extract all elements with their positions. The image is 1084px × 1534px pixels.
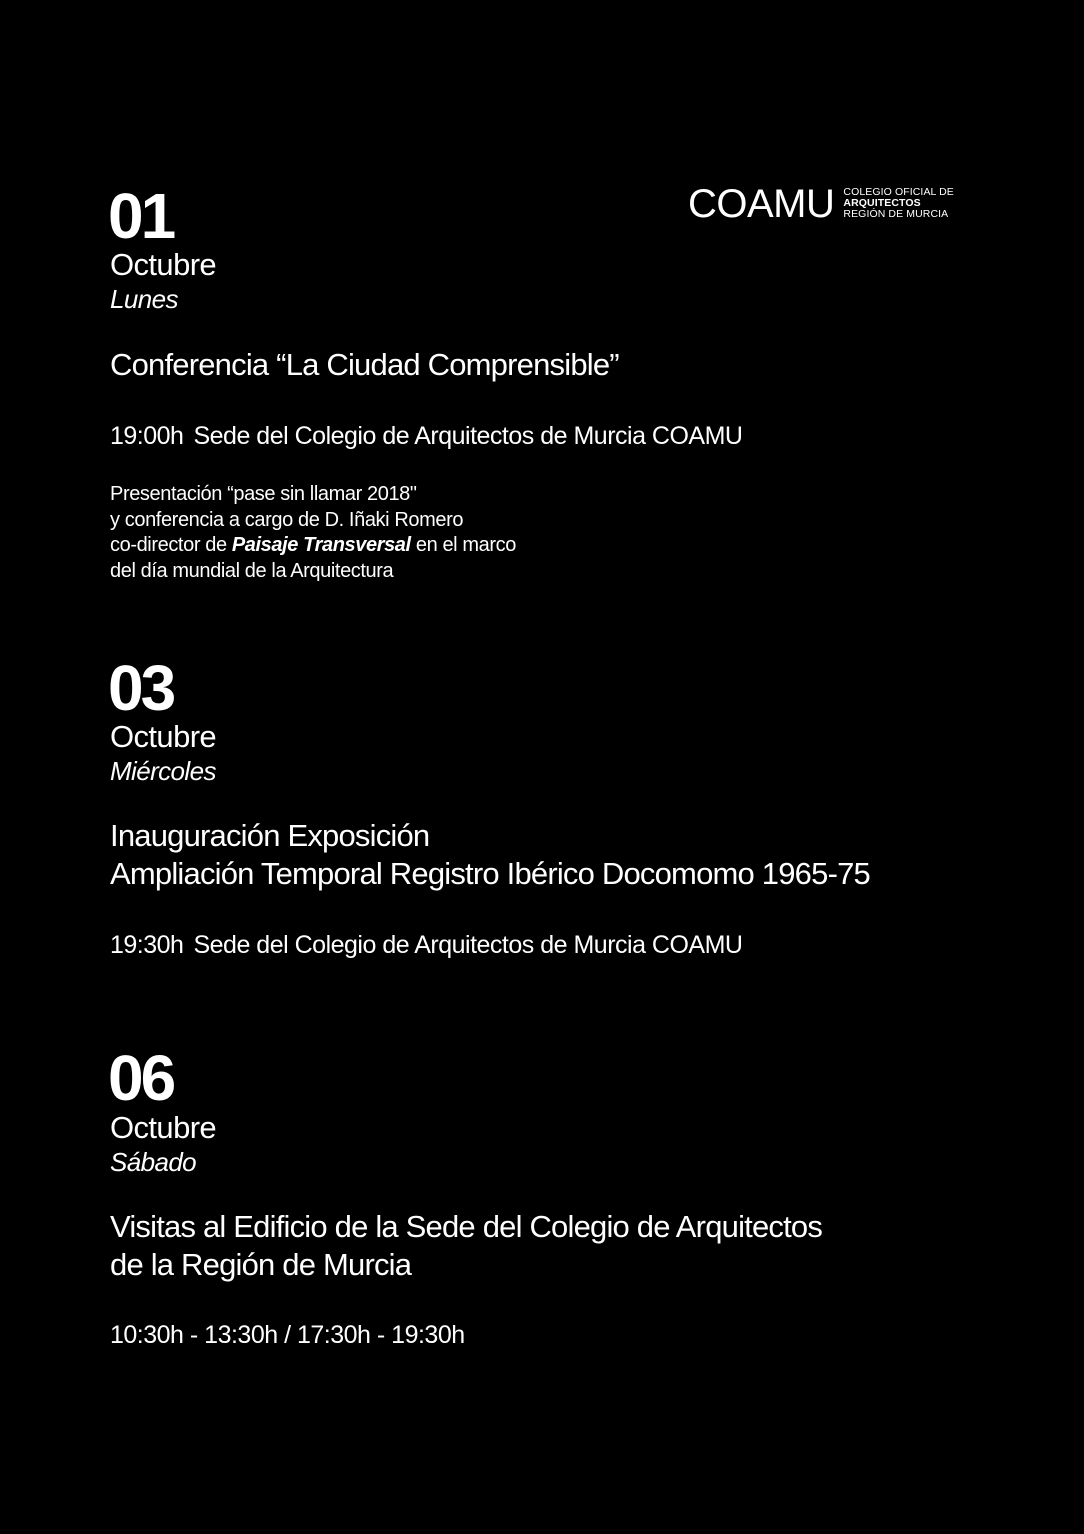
description-line: co-director de Paisaje Transversal en el marco xyxy=(110,534,516,556)
event-title-line: de la Región de Murcia xyxy=(110,1247,412,1282)
event-month: Octubre xyxy=(110,1110,217,1145)
logo-subtitle-line: ARQUITECTOS xyxy=(843,197,921,209)
event-title xyxy=(110,346,619,384)
event-title-line: Inauguración Exposición xyxy=(110,818,430,853)
description-line: y conferencia a cargo de D. Iñaki Romero xyxy=(110,508,464,531)
event-place: Sede del Colegio de Arquitectos de Murcia COAMU xyxy=(193,422,743,450)
logo-subtitle xyxy=(843,187,954,220)
event-title xyxy=(110,1208,822,1284)
event-title-line: Conferencia “La Ciudad Comprensible” xyxy=(110,347,619,382)
event-month: Octubre xyxy=(110,719,217,754)
event-weekday: Miércoles xyxy=(110,756,216,786)
event-title-line: Visitas al Edificio de la Sede del Colegio de Arquitectos xyxy=(110,1209,823,1244)
event-place: Sede del Colegio de Arquitectos de Murcia COAMU xyxy=(193,931,743,959)
logo-wordmark: COAMU xyxy=(688,182,835,226)
paisaje-transversal-emphasis: Paisaje Transversal xyxy=(231,534,411,556)
logo-subtitle-line: REGIÓN DE MURCIA xyxy=(843,208,949,220)
event-time: 19:30h xyxy=(110,931,184,959)
event-time-place xyxy=(110,930,742,960)
logo-subtitle-line: COLEGIO OFICIAL DE xyxy=(843,186,954,198)
event-description xyxy=(110,482,516,584)
event-title xyxy=(110,817,870,893)
event-day: 06 xyxy=(108,1042,174,1114)
event-weekday: Sábado xyxy=(110,1147,197,1177)
event-month: Octubre xyxy=(110,247,217,282)
event-time: 19:00h xyxy=(110,422,184,450)
event-day: 01 xyxy=(108,180,174,252)
event-schedule: 10:30h - 13:30h / 17:30h - 19:30h xyxy=(110,1321,465,1349)
coamu-logo xyxy=(688,184,954,224)
description-line: del día mundial de la Arquitectura xyxy=(110,559,394,582)
event-day: 03 xyxy=(108,652,174,724)
event-weekday: Lunes xyxy=(110,284,178,314)
event-title-line: Ampliación Temporal Registro Ibérico Docomomo 1965-75 xyxy=(110,856,870,891)
description-line: Presentación “pase sin llamar 2018" xyxy=(110,483,417,505)
event-time-place xyxy=(110,421,742,451)
